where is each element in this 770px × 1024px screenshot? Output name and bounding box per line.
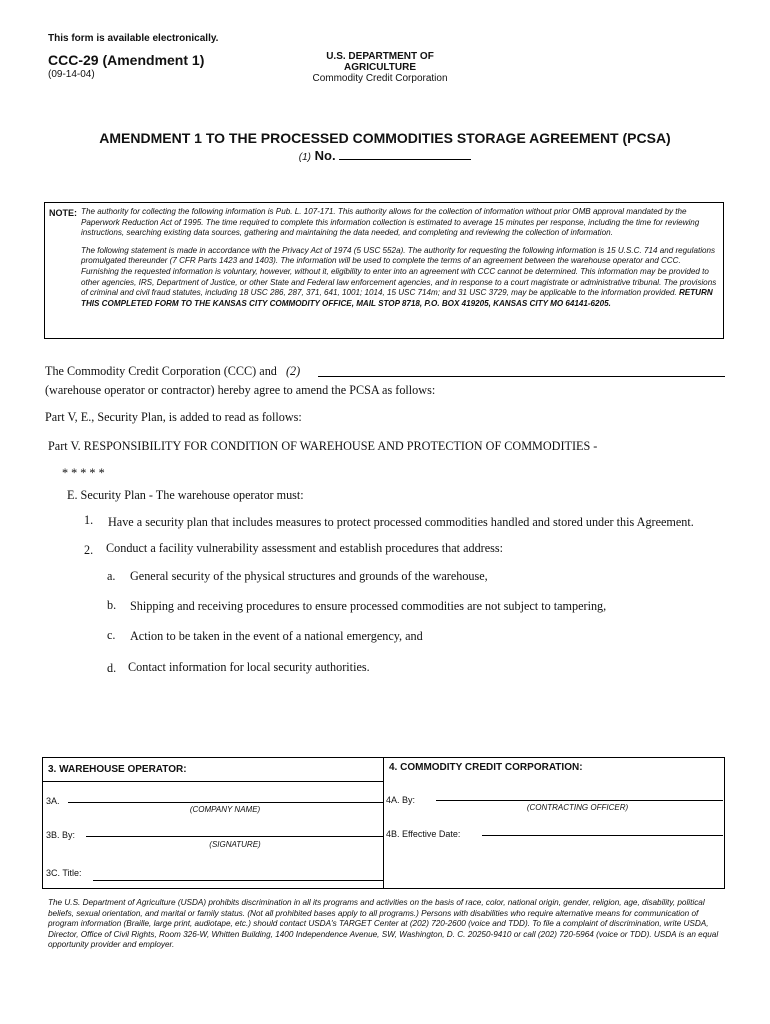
sub-d-letter: d. [107, 661, 117, 675]
agreement-number-label: No. [314, 148, 336, 163]
agreement-number-row [0, 147, 770, 163]
ccc-heading: 4. COMMODITY CREDIT CORPORATION: [389, 762, 583, 773]
agency-block [290, 51, 470, 84]
operator-heading-divider [42, 781, 383, 782]
note-label: NOTE: [49, 208, 77, 218]
contracting-officer-caption: (CONTRACTING OFFICER) [526, 803, 629, 812]
contracting-officer-field[interactable] [436, 800, 723, 801]
part-v-added: Part V, E., Security Plan, is added to read as follows: [45, 410, 302, 424]
privacy-statement: The following statement is made in accordance with the Privacy Act of 1974 (5 USC 552a). The authority for requesting the following information is 15 U.S.C. 714 and regulations promulgated thereunder (7 CFR Parts 1423 and 1403). The information will be used to complete the terms of an agreement between the warehouse operator and CCC. Furnishing the requested information is voluntary, however, without it, eligibility to enter into an agreement with CCC cannot be determined. This information may be provided to other agencies, IRS, Department of Justice, or other State and Federal law enforcement agencies, and in response to a court magistrate or administrative tribunal. The provisions of criminal and civil fraud statutes, including 18 USC 286, 287, 371, 641, 1001; 1014, 15 USC 714m; and 31 USC 3729, may be applicable to the information provided. [81, 245, 717, 298]
signature-table-divider [383, 757, 384, 889]
note-paragraph-1: The authority for collecting the following information is Pub. L. 107-171. This authority allows for the collection of information without prior OMB approval mandated by the Paperwork Reduction Act of 1995. The time required to complete this information collection is estimated to average 15 minutes per response, including the time for reviewing instructions, searching existing data sources, gathering and maintaining the data needed, and completing and reviewing the collection of information. [81, 207, 700, 238]
return-instructions: RETURN THIS COMPLETED FORM TO THE KANSAS CITY COMMODITY OFFICE, MAIL STOP 8718, P.O. BOX 419205, KANSAS CITY MO 64141-6205. [81, 288, 713, 308]
sub-d-text: Contact information for local security authorities. [128, 660, 370, 674]
item-2-text: Conduct a facility vulnerability assessment and establish procedures that address: [106, 541, 504, 555]
form-id: CCC-29 (Amendment 1) [48, 52, 205, 68]
privacy-note-box [44, 202, 724, 339]
item-1-text: Have a security plan that includes measures to protect processed commodities handled and stored under this Agreement. [108, 515, 694, 529]
note-paragraph-2 [81, 246, 719, 310]
department-name: U.S. DEPARTMENT OF AGRICULTURE [326, 51, 434, 73]
label-3b: 3B. By: [46, 830, 76, 840]
effective-date-field[interactable] [482, 835, 723, 836]
sub-c-letter: c. [107, 628, 116, 642]
page-title: AMENDMENT 1 TO THE PROCESSED COMMODITIES STORAGE AGREEMENT (PCSA) [99, 130, 671, 146]
item-2-number: 2. [84, 543, 94, 557]
warehouse-line: (warehouse operator or contractor) hereby agree to amend the PCSA as follows: [45, 383, 436, 397]
note-text [81, 207, 719, 316]
sub-a-text: General security of the physical structures and grounds of the warehouse, [130, 569, 488, 583]
label-4a: 4A. By: [386, 795, 416, 805]
signature-caption: (SIGNATURE) [209, 840, 261, 849]
omitted-text-stars: * * * * * [62, 466, 105, 480]
field-number: (1) [298, 152, 312, 163]
nondiscrimination-statement: The U.S. Department of Agriculture (USDA) prohibits discrimination in all its programs and activities on the basis of race, color, national origin, gender, religion, age, disability, political beliefs, sexual orientation, and marital or family status. (Not all prohibited bases apply to all programs.) Persons with disabilities who require alternative means for communication of program information (Braille, large print, audiotape, etc.) should contact USDA's TARGET Center at (202) 720-2600 (voice and TDD). To file a complaint of discrimination, write USDA, Director, Office of Civil Rights, Room 326-W, Whitten Building, 1400 Independence Avenue, SW, Washington, D. C. 20250-9410 or call (202) 720-5964 (voice or TDD). USDA is an equal opportunity provider and employer. [48, 898, 719, 950]
company-name-caption: (COMPANY NAME) [189, 805, 261, 814]
warehouse-operator-field[interactable] [318, 376, 725, 377]
field-number-2: (2) [285, 364, 301, 378]
sub-a-letter: a. [107, 569, 116, 583]
agency-name: Commodity Credit Corporation [312, 73, 448, 84]
ccc-and-line [45, 364, 300, 379]
part-v-title: Part V. RESPONSIBILITY FOR CONDITION OF WAREHOUSE AND PROTECTION OF COMMODITIES - [48, 439, 598, 453]
item-1-number: 1. [84, 513, 94, 527]
label-3c: 3C. Title: [46, 868, 82, 878]
form-date: (09-14-04) [48, 69, 95, 80]
security-plan-heading: E. Security Plan - The warehouse operator must: [67, 488, 304, 502]
sub-c-text: Action to be taken in the event of a national emergency, and [130, 629, 423, 643]
agreement-number-field[interactable] [339, 147, 471, 160]
sub-b-letter: b. [107, 598, 117, 612]
warehouse-operator-heading: 3. WAREHOUSE OPERATOR: [48, 764, 187, 775]
title-field[interactable] [93, 880, 383, 881]
ccc-and-text: The Commodity Credit Corporation (CCC) and [45, 364, 277, 378]
label-4b: 4B. Effective Date: [386, 829, 461, 839]
sub-b-text: Shipping and receiving procedures to ensure processed commodities are not subject to tampering, [130, 599, 607, 613]
company-name-field[interactable] [68, 802, 383, 803]
label-3a: 3A. [46, 796, 60, 806]
availability-note: This form is available electronically. [48, 33, 219, 44]
signature-field[interactable] [86, 836, 383, 837]
